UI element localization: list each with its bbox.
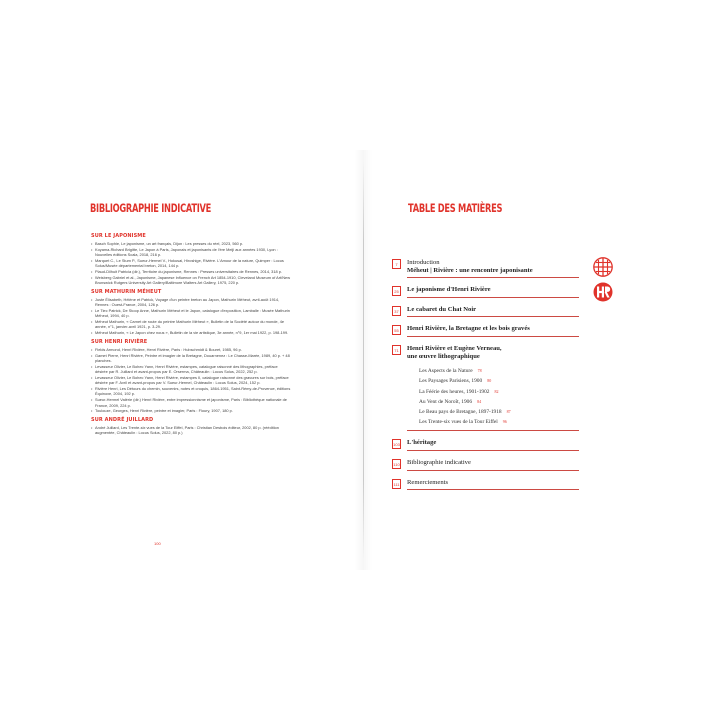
toc-subitem[interactable] bbox=[419, 387, 592, 397]
toc-entry[interactable] bbox=[392, 286, 592, 298]
hr-monogram-logo bbox=[593, 282, 613, 302]
toc-subitem-page: 84 bbox=[477, 398, 482, 404]
toc-subitem[interactable] bbox=[419, 376, 592, 386]
toc-entry-label: Introduction bbox=[407, 259, 440, 266]
bibliography-section-heading: SUR ANDRÉ JUILLARD bbox=[91, 416, 154, 423]
toc-divider bbox=[407, 489, 579, 490]
bibliography-section-heading: SUR LE JAPONISME bbox=[91, 233, 146, 239]
bibliography-entry: • Fields Armond, Henri Rivière, Henri Rivière, Paris : Hubschmidt & Bouret, 1985, 96 p. bbox=[91, 347, 291, 352]
bibliography-entry: • Gamet Pierre, Henri Rivière, Peintre et imagier de la Bretagne, Douarnenez : Le Chasse-Marée, 1989, 40 p. + 48 planches. bbox=[91, 353, 291, 364]
bibliography-entry: • Koyama-Richard Brigitte, Le Japon à Paris, Japonais et japonisants de l'ère Meiji aux années 1930, Lyon : Nouvelles éditions Scala, 2018, 216 p. bbox=[91, 247, 291, 258]
toc-entry-label: Bibliographie indicative bbox=[407, 458, 471, 466]
toc-entry-body bbox=[407, 459, 592, 467]
toc-page-number: 37 bbox=[392, 306, 401, 316]
bibliography-entry: • Levasseur Olivier, Le Bohec Yann, Henri Rivière, estampes, catalogue raisonné des lithographies, préface désirée par R. Juillard et avant-propos par E. Orserma, Châteaulin : Locus Solus, 2022, 252 p. bbox=[91, 364, 291, 375]
toc-subitem-list bbox=[419, 366, 592, 427]
toc-subitem-label: La Féérie des heures, 1901-1902 bbox=[419, 388, 490, 395]
toc-entry-body bbox=[407, 325, 592, 333]
toc-entry-body bbox=[407, 345, 592, 427]
toc-subitem-page: 82 bbox=[494, 388, 499, 394]
toc-entry-body bbox=[407, 306, 592, 314]
bibliography-section bbox=[91, 339, 291, 414]
toc-entry-label: Remerciements bbox=[407, 478, 449, 486]
toc-page-number: 25 bbox=[392, 286, 401, 296]
page-number: 100 bbox=[154, 541, 161, 546]
toc-subitem[interactable] bbox=[419, 366, 592, 376]
bibliography-section-heading: SUR HENRI RIVIÈRE bbox=[91, 338, 148, 345]
toc-divider bbox=[407, 297, 579, 298]
toc-page-number: 7 bbox=[392, 259, 401, 269]
toc-divider bbox=[407, 450, 579, 451]
toc-subitem-label: Les Paysages Parisiens, 1900 bbox=[419, 378, 483, 385]
toc-entry[interactable] bbox=[392, 259, 592, 278]
toc-subitem-page: 80 bbox=[487, 378, 492, 384]
bibliography-entry: • Sueur-Hermel Valérie (dir.) Henri Rivière, entre impressionnisme et japonisme, Paris : Bibliothèque nationale de France, 2009, 224 p. bbox=[91, 397, 291, 408]
toc-subitem-page: 78 bbox=[477, 368, 482, 374]
toc-entry-body bbox=[407, 286, 592, 294]
toc-subitem[interactable] bbox=[419, 417, 592, 427]
bibliography-section bbox=[91, 289, 291, 336]
toc-entry-label: Henri Rivière et Eugène Verneau, bbox=[407, 344, 502, 352]
toc-divider bbox=[407, 430, 579, 431]
toc-subitem[interactable] bbox=[419, 397, 592, 407]
bibliography-entry: • Le Tiec Patrick, De Stoop Anne, Mathurin Méheut et le Japon, catalogue d'exposition, Lamballe : Musée Mathurin Méheut, 1994, 40 p. bbox=[91, 308, 291, 319]
toc-entry[interactable] bbox=[392, 479, 592, 491]
toc-entry-body bbox=[407, 479, 592, 487]
toc-page-number: 110 bbox=[392, 459, 401, 469]
toc-entry[interactable] bbox=[392, 345, 592, 431]
toc-entry[interactable] bbox=[392, 439, 592, 451]
page-gutter bbox=[363, 160, 364, 560]
toc-title: TABLE DES MATIÈRES bbox=[408, 201, 503, 215]
toc-entry-label: Le cabaret du Chat Noir bbox=[407, 305, 477, 313]
bibliography-entry: • Méheut Mathurin, « Carnet de route du peintre Mathurin Méheut », Bulletin de la Société autour du monde, 4e année, n°1, janvier-avril 1921, p. 3-29. bbox=[91, 319, 291, 330]
toc-entry-label: Le japonisme d'Henri Rivière bbox=[407, 286, 491, 294]
toc-entry[interactable] bbox=[392, 306, 592, 318]
bibliography-entry: • Rivière Henri, Les Détours du chemin, souvenirs, notes et croquis, 1864-1951, Saint-Rémy-de-Provence, éditions Équinoxe, 2004, 192 p. bbox=[91, 386, 291, 397]
toc-divider bbox=[407, 316, 579, 317]
bibliography-section-heading: SUR MATHURIN MÉHEUT bbox=[91, 288, 162, 295]
toc-entry-body bbox=[407, 439, 592, 447]
toc-subitem-page: 87 bbox=[506, 408, 511, 414]
toc-entry-label: Henri Rivière, la Bretagne et les bois gravés bbox=[407, 325, 530, 333]
bibliography-section bbox=[91, 233, 291, 286]
bibliography-entry: • Plaud-Dilhuit Patricia (dir.), Territoire du japonisme, Rennes : Presses universitaires de Rennes, 2014, 318 p. bbox=[91, 269, 291, 274]
toc-page-number: 55 bbox=[392, 325, 401, 335]
table-of-contents bbox=[392, 259, 592, 498]
bibliography-entry: • Basch Sophie, Le japonisme, un art français, Dijon : Les presses du réel, 2023, 560 p. bbox=[91, 241, 291, 246]
bibliography-entry: • Toulouze, Georges, Henri Rivière, peintre et imagier, Paris : Floury, 1907, 180 p. bbox=[91, 408, 291, 413]
bibliography-entry: • André Juillard, Les Trente-six vues de la Tour Eiffel, Paris : Christian Desbois éditeur, 2002, 80 p. (réédition augmentée, Châteaulin : Locus Solus, 2022, 80 p.) bbox=[91, 425, 291, 436]
bibliography bbox=[91, 233, 291, 438]
toc-divider bbox=[407, 336, 579, 337]
toc-subitem-label: Les Trente-six vues de la Tour Eiffel bbox=[419, 419, 498, 426]
toc-page-number: 103 bbox=[392, 439, 401, 449]
toc-entry-body bbox=[407, 259, 592, 274]
toc-subitem-page: 96 bbox=[502, 419, 507, 425]
toc-page-number: 71 bbox=[392, 345, 401, 355]
bibliography-entry: • Levasseur Olivier, Le Bohec Yann, Henri Rivière, estampes II, catalogue raisonné des gravures sur bois, préface désirée par F. Avril et avant-propos par V. Sueur-Hermel, Châteaulin : Locus Solus, 2024, 152 p. bbox=[91, 375, 291, 386]
bibliography-section bbox=[91, 417, 291, 436]
toc-divider bbox=[407, 470, 579, 471]
bibliography-entry: • Juste Élisabeth, Hélène et Patrick, Voyage d'un peintre breton au Japon, Mathurin Méheut, avril-août 1914, Rennes : Ouest-France, 2004, 126 p. bbox=[91, 297, 291, 308]
toc-entry[interactable] bbox=[392, 459, 592, 471]
toc-entry-subtitle: une œuvre lithographique bbox=[407, 352, 480, 360]
toc-entry-label: L'héritage bbox=[407, 439, 437, 447]
toc-entry-subtitle: Méheut | Rivière : une rencontre japonisante bbox=[407, 266, 533, 274]
bibliography-entry: • Marquet C., Le Stum P., Sueur-Hermel V., Hokusai, Hiroshige, Rivière. L'Amour de la nature, Quimper : Locus Solus/Musée départemental breton, 2014, 144 p. bbox=[91, 258, 291, 269]
toc-subitem-label: Au Vent de Noroît, 1906 bbox=[419, 398, 473, 405]
bibliography-entry: • Méheut Mathurin, « Le Japon chez nous », Bulletin de la vie artistique, 3e année, n°9, 1er mai 1922, p. 198-199. bbox=[91, 330, 291, 335]
toc-subitem-label: Les Aspects de la Nature bbox=[419, 368, 473, 375]
toc-entry[interactable] bbox=[392, 325, 592, 337]
toc-subitem[interactable] bbox=[419, 407, 592, 417]
bibliography-title: BIBLIOGRAPHIE INDICATIVE bbox=[90, 201, 211, 215]
mm-monogram-logo bbox=[593, 257, 613, 277]
toc-page-number: 111 bbox=[392, 479, 401, 489]
bibliography-entry: • Weisberg Gabriel et al., Japonisme, Japanese Influence on French Art 1854-1910, Cleveland Museum of Art/New Brunswick Rutgers University Art Gallery/Baltimore Walters Art Gallery, 1975, 220 p. bbox=[91, 275, 291, 286]
toc-subitem-label: Le Beau pays de Bretagne, 1897-1918 bbox=[419, 408, 502, 415]
toc-divider bbox=[407, 277, 579, 278]
